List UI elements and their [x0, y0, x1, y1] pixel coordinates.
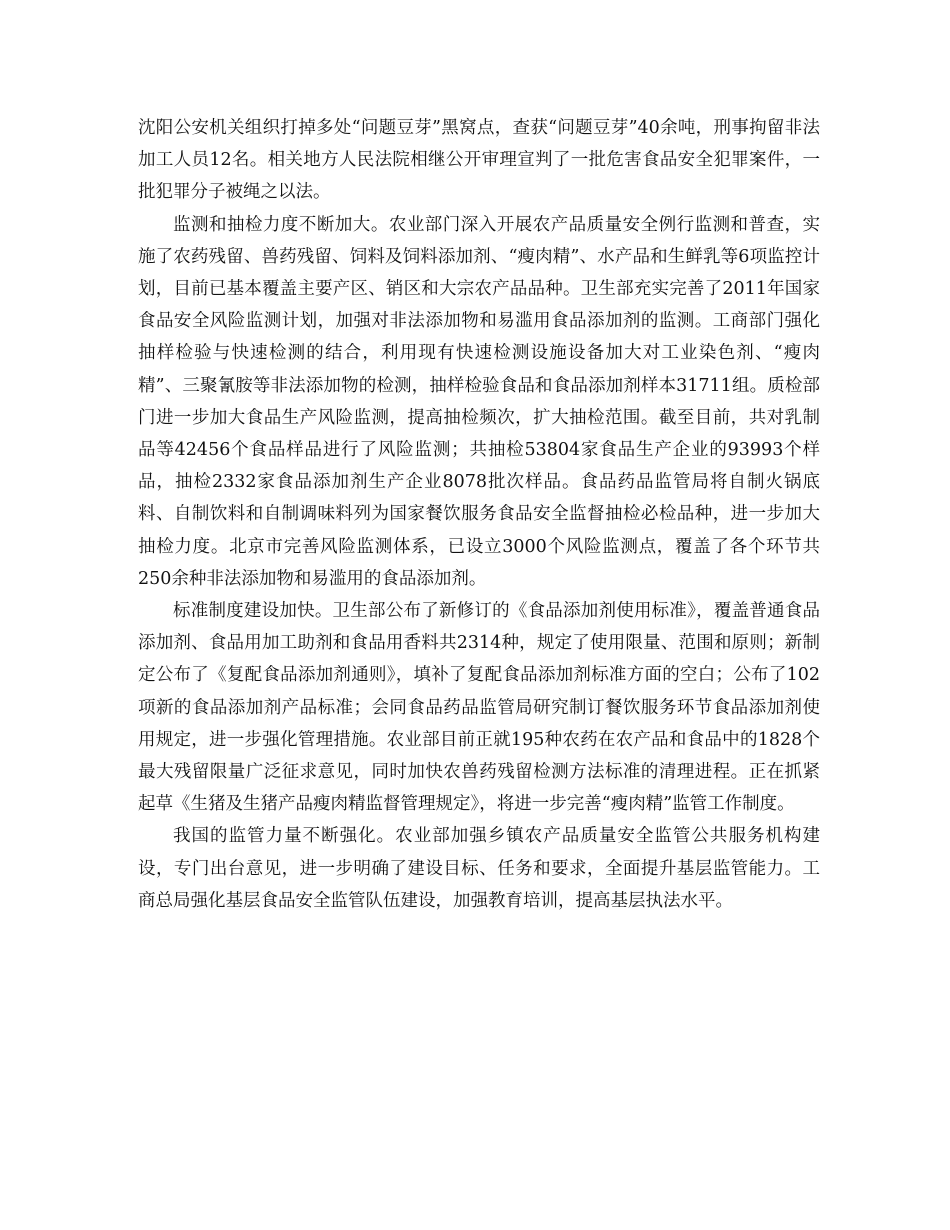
paragraph-supervision: 我国的监管力量不断强化。农业部加强乡镇农产品质量安全监管公共服务机构建设，专门出台意见，进一步明确了建设目标、任务和要求，全面提升基层监管能力。工商总局强化基层食品安全监管队伍建设，加强教育培训，提高基层执法水平。 [138, 826, 820, 911]
paragraph-standards: 标准制度建设加快。卫生部公布了新修订的《食品添加剂使用标准》，覆盖普通食品添加剂、食品用加工助剂和食品用香料共2314种，规定了使用限量、范围和原则；新制定公布了《复配食品添加剂通则》，填补了复配食品添加剂标准方面的空白；公布了102项新的食品添加剂产品标准；会同食品药品监管局研究制订餐饮服务环节食品添加剂使用规定，进一步强化管理措施。农业部目前正就195种农药在农产品和食品中的1828个最大残留限量广泛征求意见，同时加快农兽药残留检测方法标准的清理进程。正在抓紧起草《生猪及生猪产品瘦肉精监督管理规定》，将进一步完善“瘦肉精”监管工作制度。 [138, 601, 820, 815]
paragraph-1: 沈阳公安机关组织打掉多处“问题豆芽”黑窝点，查获“问题豆芽”40余吨，刑事拘留非法加工人员12名。相关地方人民法院相继公开审理宣判了一批危害食品安全犯罪案件，一批犯罪分子被绳之以法。 [138, 118, 820, 203]
paragraph-monitoring: 监测和抽检力度不断加大。农业部门深入开展农产品质量安全例行监测和普查，实施了农药残留、兽药残留、饲料及饲料添加剂、“瘦肉精”、水产品和生鲜乳等6项监控计划，目前已基本覆盖主要产区、销区和大宗农产品品种。卫生部充实完善了2011年国家食品安全风险监测计划，加强对非法添加物和易滥用食品添加剂的监测。工商部门强化抽样检验与快速检测的结合，利用现有快速检测设施设备加大对工业染色剂、“瘦肉精”、三聚氰胺等非法添加物的检测，抽样检验食品和食品添加剂样本31711组。质检部门进一步加大食品生产风险监测，提高抽检频次，扩大抽检范围。截至目前，共对乳制品等42456个食品样品进行了风险监测；共抽检53804家食品生产企业的93993个样品，抽检2332家食品添加剂生产企业8078批次样品。食品药品监管局将自制火锅底料、自制饮料和自制调味料列为国家餐饮服务食品安全监督抽检必检品种，进一步加大抽检力度。北京市完善风险监测体系，已设立3000个风险监测点，覆盖了各个环节共250余种非法添加物和易滥用的食品添加剂。 [138, 214, 820, 589]
document-body [138, 112, 820, 917]
